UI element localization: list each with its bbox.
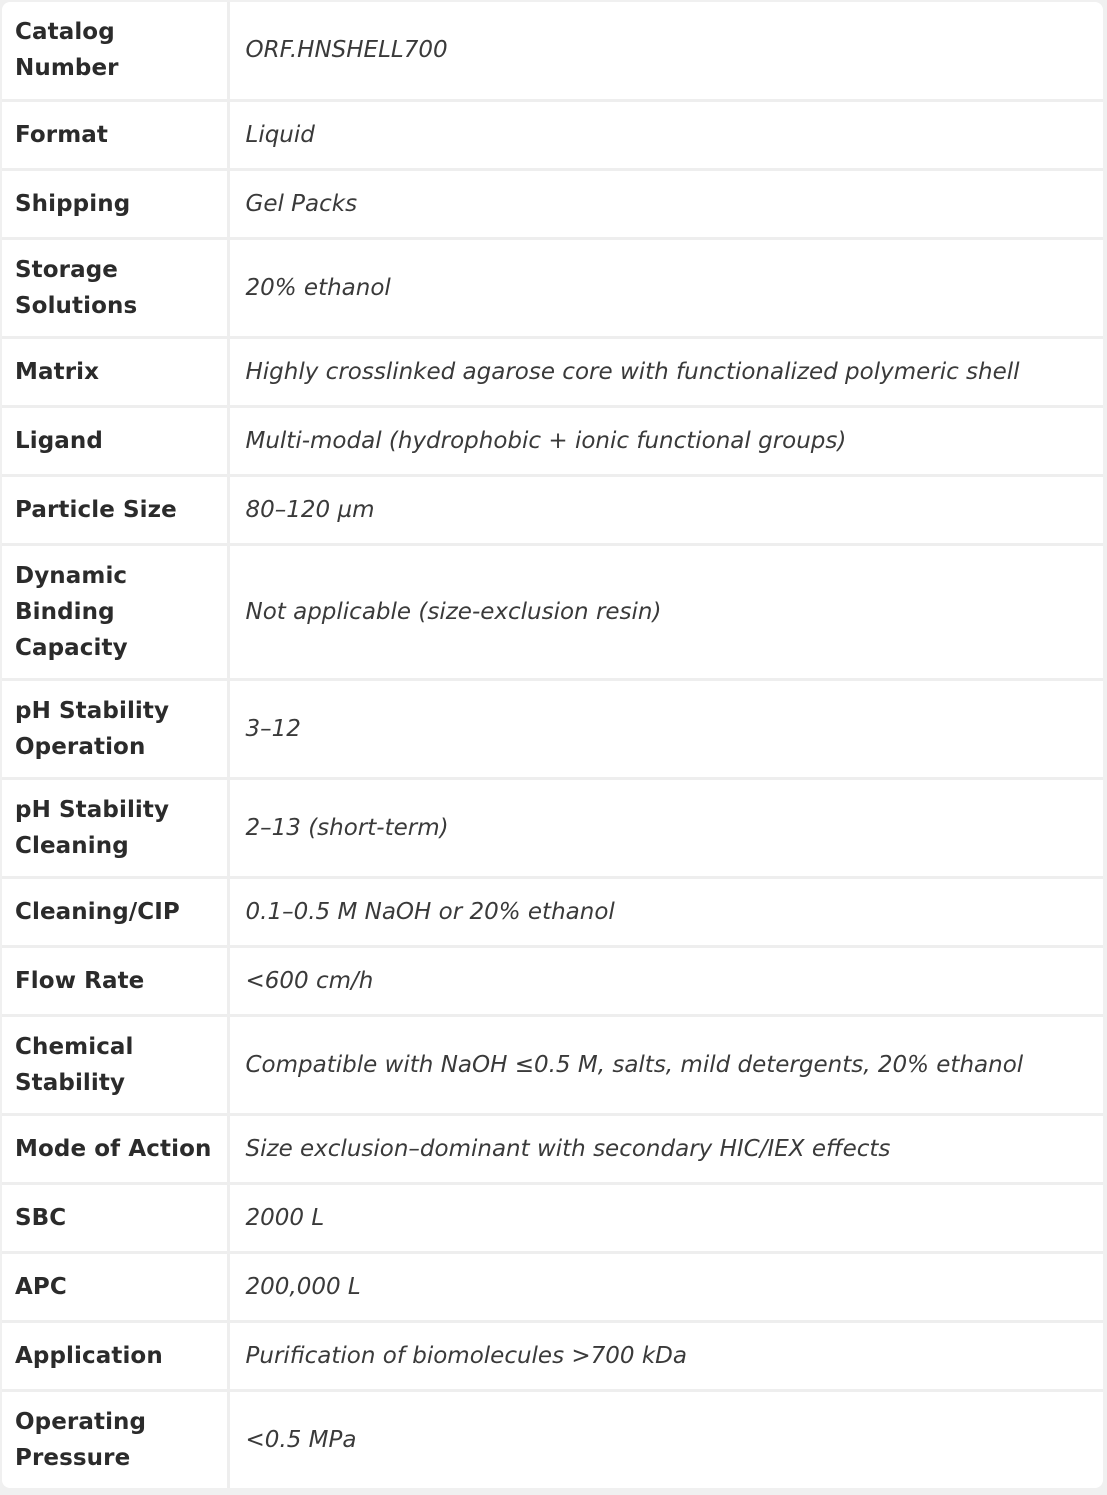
spec-value: Liquid xyxy=(245,121,315,148)
spec-row-matrix xyxy=(2,337,1103,406)
spec-label: pH Stability Cleaning xyxy=(2,778,228,877)
spec-label: Chemical Stability xyxy=(2,1016,228,1115)
spec-value: ORF.HNSHELL700 xyxy=(245,37,448,64)
spec-row-cleaning-cip xyxy=(2,877,1103,946)
spec-label: Catalog Number xyxy=(2,2,228,100)
spec-value: Multi-modal (hydrophobic + ionic functional groups) xyxy=(245,427,847,454)
spec-row-flow-rate xyxy=(2,947,1103,1016)
spec-value: 200,000 L xyxy=(245,1274,361,1301)
spec-table xyxy=(2,2,1103,1488)
spec-row-catalog-number xyxy=(2,2,1103,100)
spec-row-storage-solutions xyxy=(2,238,1103,337)
spec-label: Operating Pressure xyxy=(2,1391,228,1488)
spec-value: 3–12 xyxy=(245,715,301,742)
spec-value: 2–13 (short-term) xyxy=(245,814,449,841)
spec-label: Application xyxy=(2,1322,228,1391)
spec-value: Size exclusion–dominant with secondary HIC/IEX effects xyxy=(245,1136,891,1163)
spec-row-operating-pressure xyxy=(2,1391,1103,1488)
spec-row-chemical-stability xyxy=(2,1016,1103,1115)
spec-row-mode-of-action xyxy=(2,1115,1103,1184)
spec-label: Flow Rate xyxy=(2,947,228,1016)
spec-label: Ligand xyxy=(2,406,228,475)
spec-row-sbc xyxy=(2,1184,1103,1253)
spec-label: Shipping xyxy=(2,169,228,238)
spec-label: Matrix xyxy=(2,337,228,406)
spec-row-dynamic-binding-capacity xyxy=(2,544,1103,679)
spec-row-ph-stability-cleaning xyxy=(2,778,1103,877)
spec-row-application xyxy=(2,1322,1103,1391)
spec-value: Gel Packs xyxy=(245,190,358,217)
spec-label: pH Stability Operation xyxy=(2,679,228,778)
spec-label: SBC xyxy=(2,1184,228,1253)
spec-value: Not applicable (size-exclusion resin) xyxy=(245,598,662,625)
spec-value: 20% ethanol xyxy=(245,274,391,301)
spec-label: Particle Size xyxy=(2,475,228,544)
spec-value: <0.5 MPa xyxy=(245,1427,357,1454)
spec-label: APC xyxy=(2,1253,228,1322)
spec-row-shipping xyxy=(2,169,1103,238)
spec-value: Highly crosslinked agarose core with functionalized polymeric shell xyxy=(245,358,1020,385)
spec-label: Mode of Action xyxy=(2,1115,228,1184)
spec-row-ph-stability-operation xyxy=(2,679,1103,778)
spec-value: Purification of biomolecules >700 kDa xyxy=(245,1343,687,1370)
spec-value: <600 cm/h xyxy=(245,968,374,995)
spec-card xyxy=(2,2,1103,1488)
spec-label: Dynamic Binding Capacity xyxy=(2,544,228,679)
spec-value: 2000 L xyxy=(245,1205,325,1232)
spec-row-ligand xyxy=(2,406,1103,475)
spec-row-particle-size xyxy=(2,475,1103,544)
spec-label: Cleaning/CIP xyxy=(2,877,228,946)
spec-value: 80–120 µm xyxy=(245,496,375,523)
spec-row-format xyxy=(2,100,1103,169)
spec-label: Format xyxy=(2,100,228,169)
spec-value: Compatible with NaOH ≤0.5 M, salts, mild detergents, 20% ethanol xyxy=(245,1052,1024,1079)
spec-row-apc xyxy=(2,1253,1103,1322)
spec-label: Storage Solutions xyxy=(2,238,228,337)
spec-value: 0.1–0.5 M NaOH or 20% ethanol xyxy=(245,899,615,925)
